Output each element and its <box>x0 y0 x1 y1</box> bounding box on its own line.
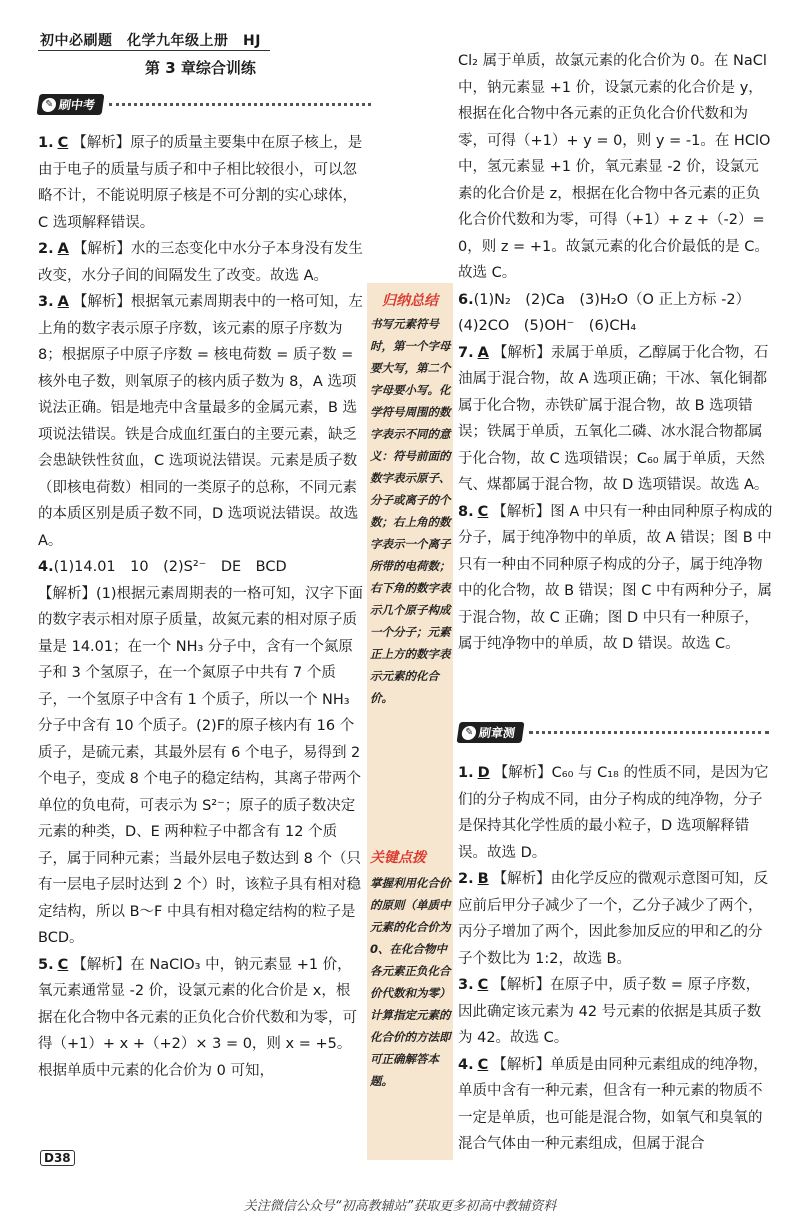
answer-item <box>458 1052 773 1158</box>
item-text: (1)N₂ (2)Ca (3)H₂O（O 正上方标 -2） (4)2CO (5)OH⁻ (6)CH₄ <box>458 291 758 334</box>
summary-title: 归纳总结 <box>382 293 438 309</box>
answer-letter: A <box>477 344 489 361</box>
item-text: 【解析】单质是由同种元素组成的纯净物，单质中含有一种元素，但含有一种元素的物质不一定是单质，也可能是混合物，如氧气和臭氧的混合气体由一种元素组成，但属于混合 <box>458 1056 768 1152</box>
item-text: 【解析】C₆₀ 与 C₁₈ 的性质不同，是因为它们的分子构成不同，由分子构成的纯净物，分子是保持其化学性质的最小粒子，D 选项解释错误。故选 D。 <box>458 765 769 861</box>
item-text: 【解析】在 NaClO₃ 中，钠元素显 +1 价，氧元素通常显 -2 价，设氯元素的化合价是 x，根据在化合物中各元素的正负化合价代数和为零，可得（+1）+ x +（+2）× 3 = 0，则 x = +5。根据单质中元素的化合价为 0 可知， <box>38 956 357 1079</box>
answer-item <box>458 866 773 972</box>
section-tag-chapter: ✎ 刷章测 <box>458 720 769 744</box>
answer-item <box>38 236 364 289</box>
key-title: 关键点拨 <box>370 850 426 866</box>
item-text: Cl₂ 属于单质，故氯元素的化合价为 0。在 NaCl 中，钠元素显 +1 价，设氯元素的化合价是 y，根据在化合物中各元素的正负化合价代数和为零，可得（+1）+ y = 0，则 y = -1。在 HClO 中，氢元素显 +1 价，氧元素显 -2 价，设氯元素的化合价是 z，根据在化合物中各元素的正负化合价代数和为零，可得（+1）+ z +（-2）= 0，则 z = +1。故氯元素的化合价最低的是 C。故选 C。 <box>458 53 771 281</box>
item-number: 2. <box>38 241 54 257</box>
item-text: 【解析】水的三态变化中水分子本身没有发生改变，水分子间的间隔发生了改变。故选 A。 <box>38 241 363 284</box>
answer-item <box>458 499 773 658</box>
item-text: 【解析】汞属于单质，乙醇属于化合物，石油属于混合物，故 A 选项正确；干冰、氧化铜都属于化合物，赤铁矿属于混合物，故 B 选项错误；铁属于单质，五氧化二磷、冰水混合物都属于化合物，故 C 选项错误；C₆₀ 属于单质，天然气、煤都属于混合物，故 D 选项错误。故选 A。 <box>458 344 769 493</box>
answer-item <box>458 287 773 340</box>
chapter-title: 第 3 章综合训练 <box>145 59 256 77</box>
section-tag-exam: ✎ 刷中考 <box>38 92 371 116</box>
page-header: 初中必刷题 化学九年级上册 HJ <box>40 33 261 49</box>
answer-item <box>458 48 773 287</box>
right-column <box>458 48 773 658</box>
left-column <box>38 130 364 1084</box>
item-number: 3. <box>458 977 474 993</box>
item-text: (1)14.01 10 (2)S²⁻ DE BCD <box>53 559 287 575</box>
answer-letter: A <box>57 294 69 310</box>
answer-item <box>38 952 364 1085</box>
right-column-chapter <box>458 760 773 1158</box>
item-number: 7. <box>458 344 474 361</box>
item-number: 2. <box>458 871 474 887</box>
answer-item <box>458 972 773 1052</box>
answer-letter: C <box>57 956 69 973</box>
answer-letter: A <box>57 241 69 257</box>
answer-item <box>38 130 364 236</box>
answer-letter: C <box>57 135 69 151</box>
item-number: 5. <box>38 956 54 973</box>
item-text: 【解析】根据氧元素周期表中的一格可知，左上角的数字表示原子序数，该元素的原子序数为 8；根据原子中原子序数 = 核电荷数 = 质子数 = 核外电子数，则氧原子的核内质子数为 8，A 选项说法正确。铝是地壳中含量最多的金属元素，B 选项说法错误。铁是合成血红蛋白的主要元素，缺乏会患缺铁性贫血，C 选项说法错误。元素是质子数（即核电荷数）相同的一类原子的总称，不同元素的本质区别是质子数不同，D 选项说法错误。故选 A。 <box>38 294 363 549</box>
answer-letter: C <box>477 1056 489 1073</box>
item-text: 【解析】由化学反应的微观示意图可知，反应前后甲分子减少了一个，乙分子减少了两个，丙分子增加了两个，因此参加反应的甲和乙的分子个数比为 1:2，故选 B。 <box>458 871 769 967</box>
key-text: 掌握利用化合价的原则（单质中元素的化合价为 0、在化合物中各元素正负化合价代数和为零）计算指定元素的化合价的方法即可正确解答本题。 <box>370 876 451 1088</box>
pen-icon: ✎ <box>41 97 57 111</box>
item-text: 【解析】原子的质量主要集中在原子核上，是由于电子的质量与质子和中子相比较很小，可以忽略不计，不能说明原子核是不可分割的实心球体，C 选项解释错误。 <box>38 135 363 231</box>
answer-item <box>458 760 773 866</box>
dotted-divider <box>529 731 769 734</box>
answer-letter: B <box>477 871 489 887</box>
dotted-divider <box>109 103 371 106</box>
item-number: 4. <box>38 559 54 575</box>
answer-letter: C <box>477 503 489 520</box>
answer-item <box>38 289 364 554</box>
answer-item <box>38 581 364 952</box>
item-text: 【解析】在原子中，质子数 = 原子序数，因此确定该元素为 42 号元素的依据是其质子数为 42。故选 C。 <box>458 977 762 1046</box>
answer-item <box>458 340 773 499</box>
item-number: 1. <box>38 135 54 151</box>
item-text: 【解析】图 A 中只有一种由同种原子构成的分子，属于纯净物中的单质，故 A 错误；图 B 中只有一种由不同种原子构成的分子，属于纯净物中的化合物，故 B 错误；图 C 中有两种分子，属于混合物，故 C 正确；图 D 中只有一种原子，属于纯净物中的单质，故 D 错误。故选 C。 <box>458 503 773 652</box>
summary-text: 书写元素符号时，第一个字母要大写，第二个字母要小写。化学符号周围的数字表示不同的意义：符号前面的数字表示原子、分子或离子的个数；右上角的数字表示一个离子所带的电荷数；右下角的数字表示几个原子构成一个分子；元素正上方的数字表示元素的化合价。 <box>370 317 451 705</box>
pen-icon: ✎ <box>461 725 477 739</box>
item-number: 4. <box>458 1056 474 1073</box>
item-text: 【解析】(1)根据元素周期表的一格可知，汉字下面的数字表示相对原子质量，故氮元素的相对原子质量是 14.01；在一个 NH₃ 分子中，含有一个氮原子和 3 个氢原子，在一个氮原子中共有 7 个质子，一个氢原子中含有 1 个质子，所以一个 NH₃ 分子中含有 10 个质子。(2)F的原子核内有 16 个质子，是硫元素，其最外层有 6 个电子，易得到 2 个电子，变成 8 个电子的稳定结构，其离子带两个单位的负电荷，可表示为 S²⁻；原子的质子数决定元素的种类，D、E 两种粒子中都含有 12 个质子，属于同种元素；当最外层电子数达到 8 个（只有一层电子层时达到 2 个）时，该粒子具有相对稳定结构，所以 B～F 中具有相对稳定结构的粒子是 BCD。 <box>38 585 364 946</box>
item-number: 6. <box>458 291 474 308</box>
answer-letter: C <box>477 977 489 993</box>
item-number: 1. <box>458 765 474 781</box>
header-rule <box>38 50 270 51</box>
footer-note: 关注微信公众号“初高教辅站”获取更多初高中教辅资料 <box>243 1199 557 1214</box>
item-number: 8. <box>458 503 474 520</box>
item-number: 3. <box>38 294 54 310</box>
page-number: D38 <box>40 1150 75 1166</box>
answer-letter: D <box>477 765 490 781</box>
answer-item <box>38 554 364 581</box>
